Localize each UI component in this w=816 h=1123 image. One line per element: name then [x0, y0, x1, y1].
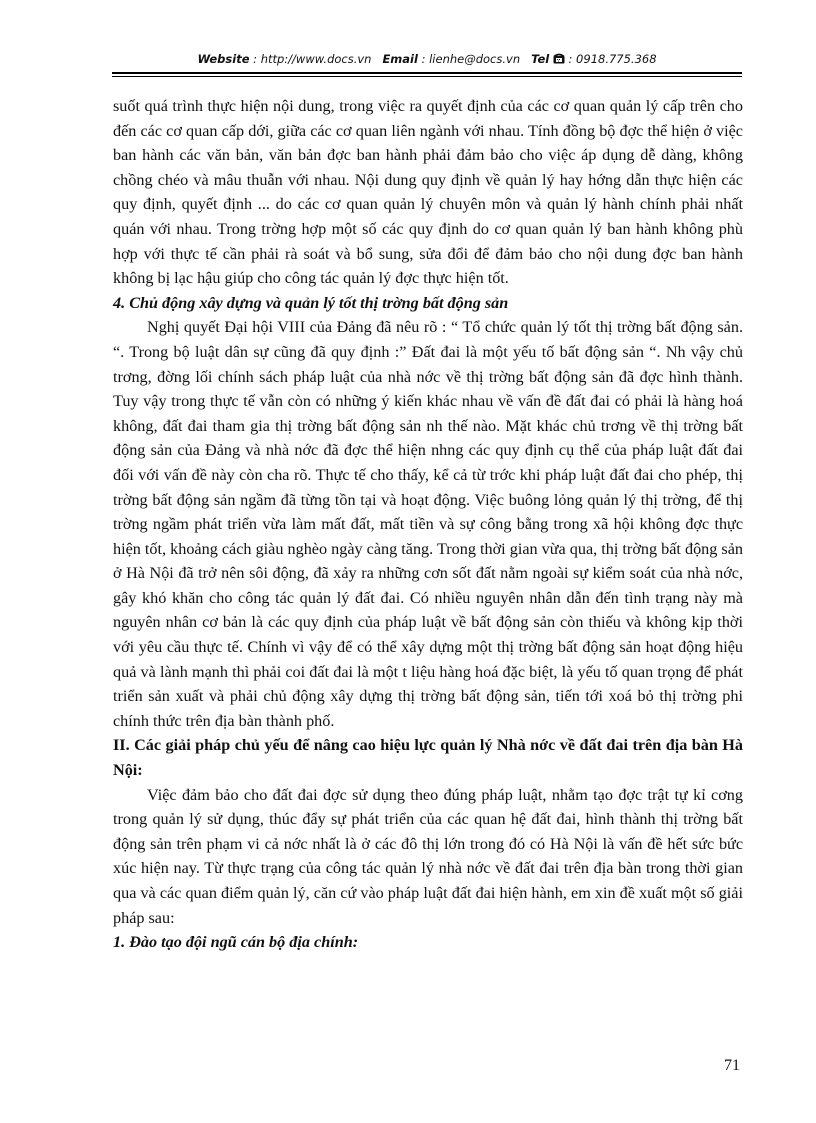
tel-label: Tel	[531, 52, 550, 66]
paragraph: Việc đảm bảo cho đất đai đợc sử dụng theo đúng pháp luật, nhằm tạo đợc trật tự kỉ cơng trong quản lý sử dụng, thúc đẩy sự phát triển của các quan hệ đất đai, hình thành thị trờng bất động sản trên phạm vi cả nớc nhất là ở các đô thị lớn trong đó có Hà Nội là vấn đề hết sức bức xúc hiện nay. Từ thực trạng của công tác quản lý nhà nớc về đất đai trên địa bàn trong thời gian qua và các quan điểm quản lý, căn cứ vào pháp luật đất đai hiện hành, em xin đề xuất một số giải pháp sau:	[113, 785, 743, 927]
header-rule-thick	[112, 72, 742, 74]
header-rule-thin	[112, 76, 742, 77]
website-value: : http://www.docs.vn	[253, 52, 372, 66]
subsection-heading: 1. Đào tạo đội ngũ cán bộ địa chính:	[113, 933, 359, 952]
email-label: Email	[382, 52, 418, 66]
section-heading: 4. Chủ động xây dựng và quản lý tốt thị trờng bất động sản	[113, 293, 509, 312]
website-label: Website	[197, 52, 250, 66]
page-number: 71	[724, 1057, 740, 1074]
tel-value: : 0918.775.368	[568, 52, 657, 66]
paragraph: Nghị quyết Đại hội VIII của Đảng đã nêu rõ : “ Tổ chức quản lý tốt thị trờng bất động sản. “. Trong bộ luật dân sự cũng đã quy định :” Đất đai là một yếu tố bất động sản “. Nh vậy chủ trơng, đờng lối chính sách pháp luật của nhà nớc về thị trờng bất động sản đã đợc hình thành. Tuy vậy trong thực tế vẫn còn có những ý kiến khác nhau về vấn đề đất đai có phải là hàng hoá không, đất đai tham gia thị trờng bất động sản nh thế nào. Mặt khác chủ trơng về thị trờng bất động sản của Đảng và nhà nớc đã đợc thể hiện nhng các quy định cụ thể của pháp luật đất đai đối với vấn đề này còn cha rõ. Thực tế cho thấy, kể cả từ trớc khi pháp luật đất đai cho phép, thị trờng bất động sản ngầm đã từng tồn tại và hoạt động. Việc buông lỏng quản lý thị trờng, để thị trờng ngầm phát triển vừa làm mất đất, mất tiền và sự công bằng trong xã hội không đợc thực hiện tốt, khoảng cách giàu nghèo ngày càng tăng. Trong thời gian vừa qua, thị trờng bất động sản ở Hà Nội đã trở nên sôi động, đã xảy ra những cơn sốt đất nằm ngoài sự kiểm soát của nhà nớc, gây khó khăn cho công tác quản lý đất đai. Có nhiều nguyên nhân dẫn đến tình trạng này mà nguyên nhân cơ bản là các quy định của pháp luật về bất động sản còn thiếu và không kịp thời với yêu cầu thực tế. Chính vì vậy để có thể xây dựng một thị trờng bất động sản hoạt động hiệu quả và lành mạnh thì phải coi đất đai là một t liệu hàng hoá đặc biệt, là yếu tố quan trọng để phát triển sản xuất và phải chủ động xây dựng thị trờng bất động sản, tiến tới xoá bỏ thị trờng phi chính thức trên địa bàn thành phố.	[113, 318, 743, 730]
chapter-heading: II. Các giải pháp chủ yếu để nâng cao hiệu lực quản lý Nhà nớc về đất đai trên địa bàn Hà Nội:	[113, 736, 743, 780]
phone-icon	[553, 53, 565, 67]
page-header	[112, 52, 742, 67]
body-text	[113, 94, 743, 955]
email-value: : lienhe@docs.vn	[421, 52, 521, 66]
paragraph: suốt quá trình thực hiện nội dung, trong việc ra quyết định của các cơ quan quản lý cấp trên cho đến các cơ quan cấp dới, giữa các cơ quan liên ngành với nhau. Tính đồng bộ đợc thể hiện ở việc ban hành các văn bản, văn bản đợc ban hành phải đảm bảo cho việc áp dụng dễ dàng, không chồng chéo và mâu thuẫn với nhau. Nội dung quy định về quản lý hay hớng dẫn thực hiện các quy định, quyết định ... do các cơ quan quản lý chuyên môn và quản lý hành chính phải nhất quán với nhau. Trong trờng hợp một số các quy định do cơ quan quản lý ban hành không phù hợp với thực tế cần phải rà soát và bổ sung, sửa đổi để đảm bảo cho nội dung đợc ban hành không bị lạc hậu giúp cho công tác quản lý đợc thực hiện tốt.	[113, 97, 743, 288]
